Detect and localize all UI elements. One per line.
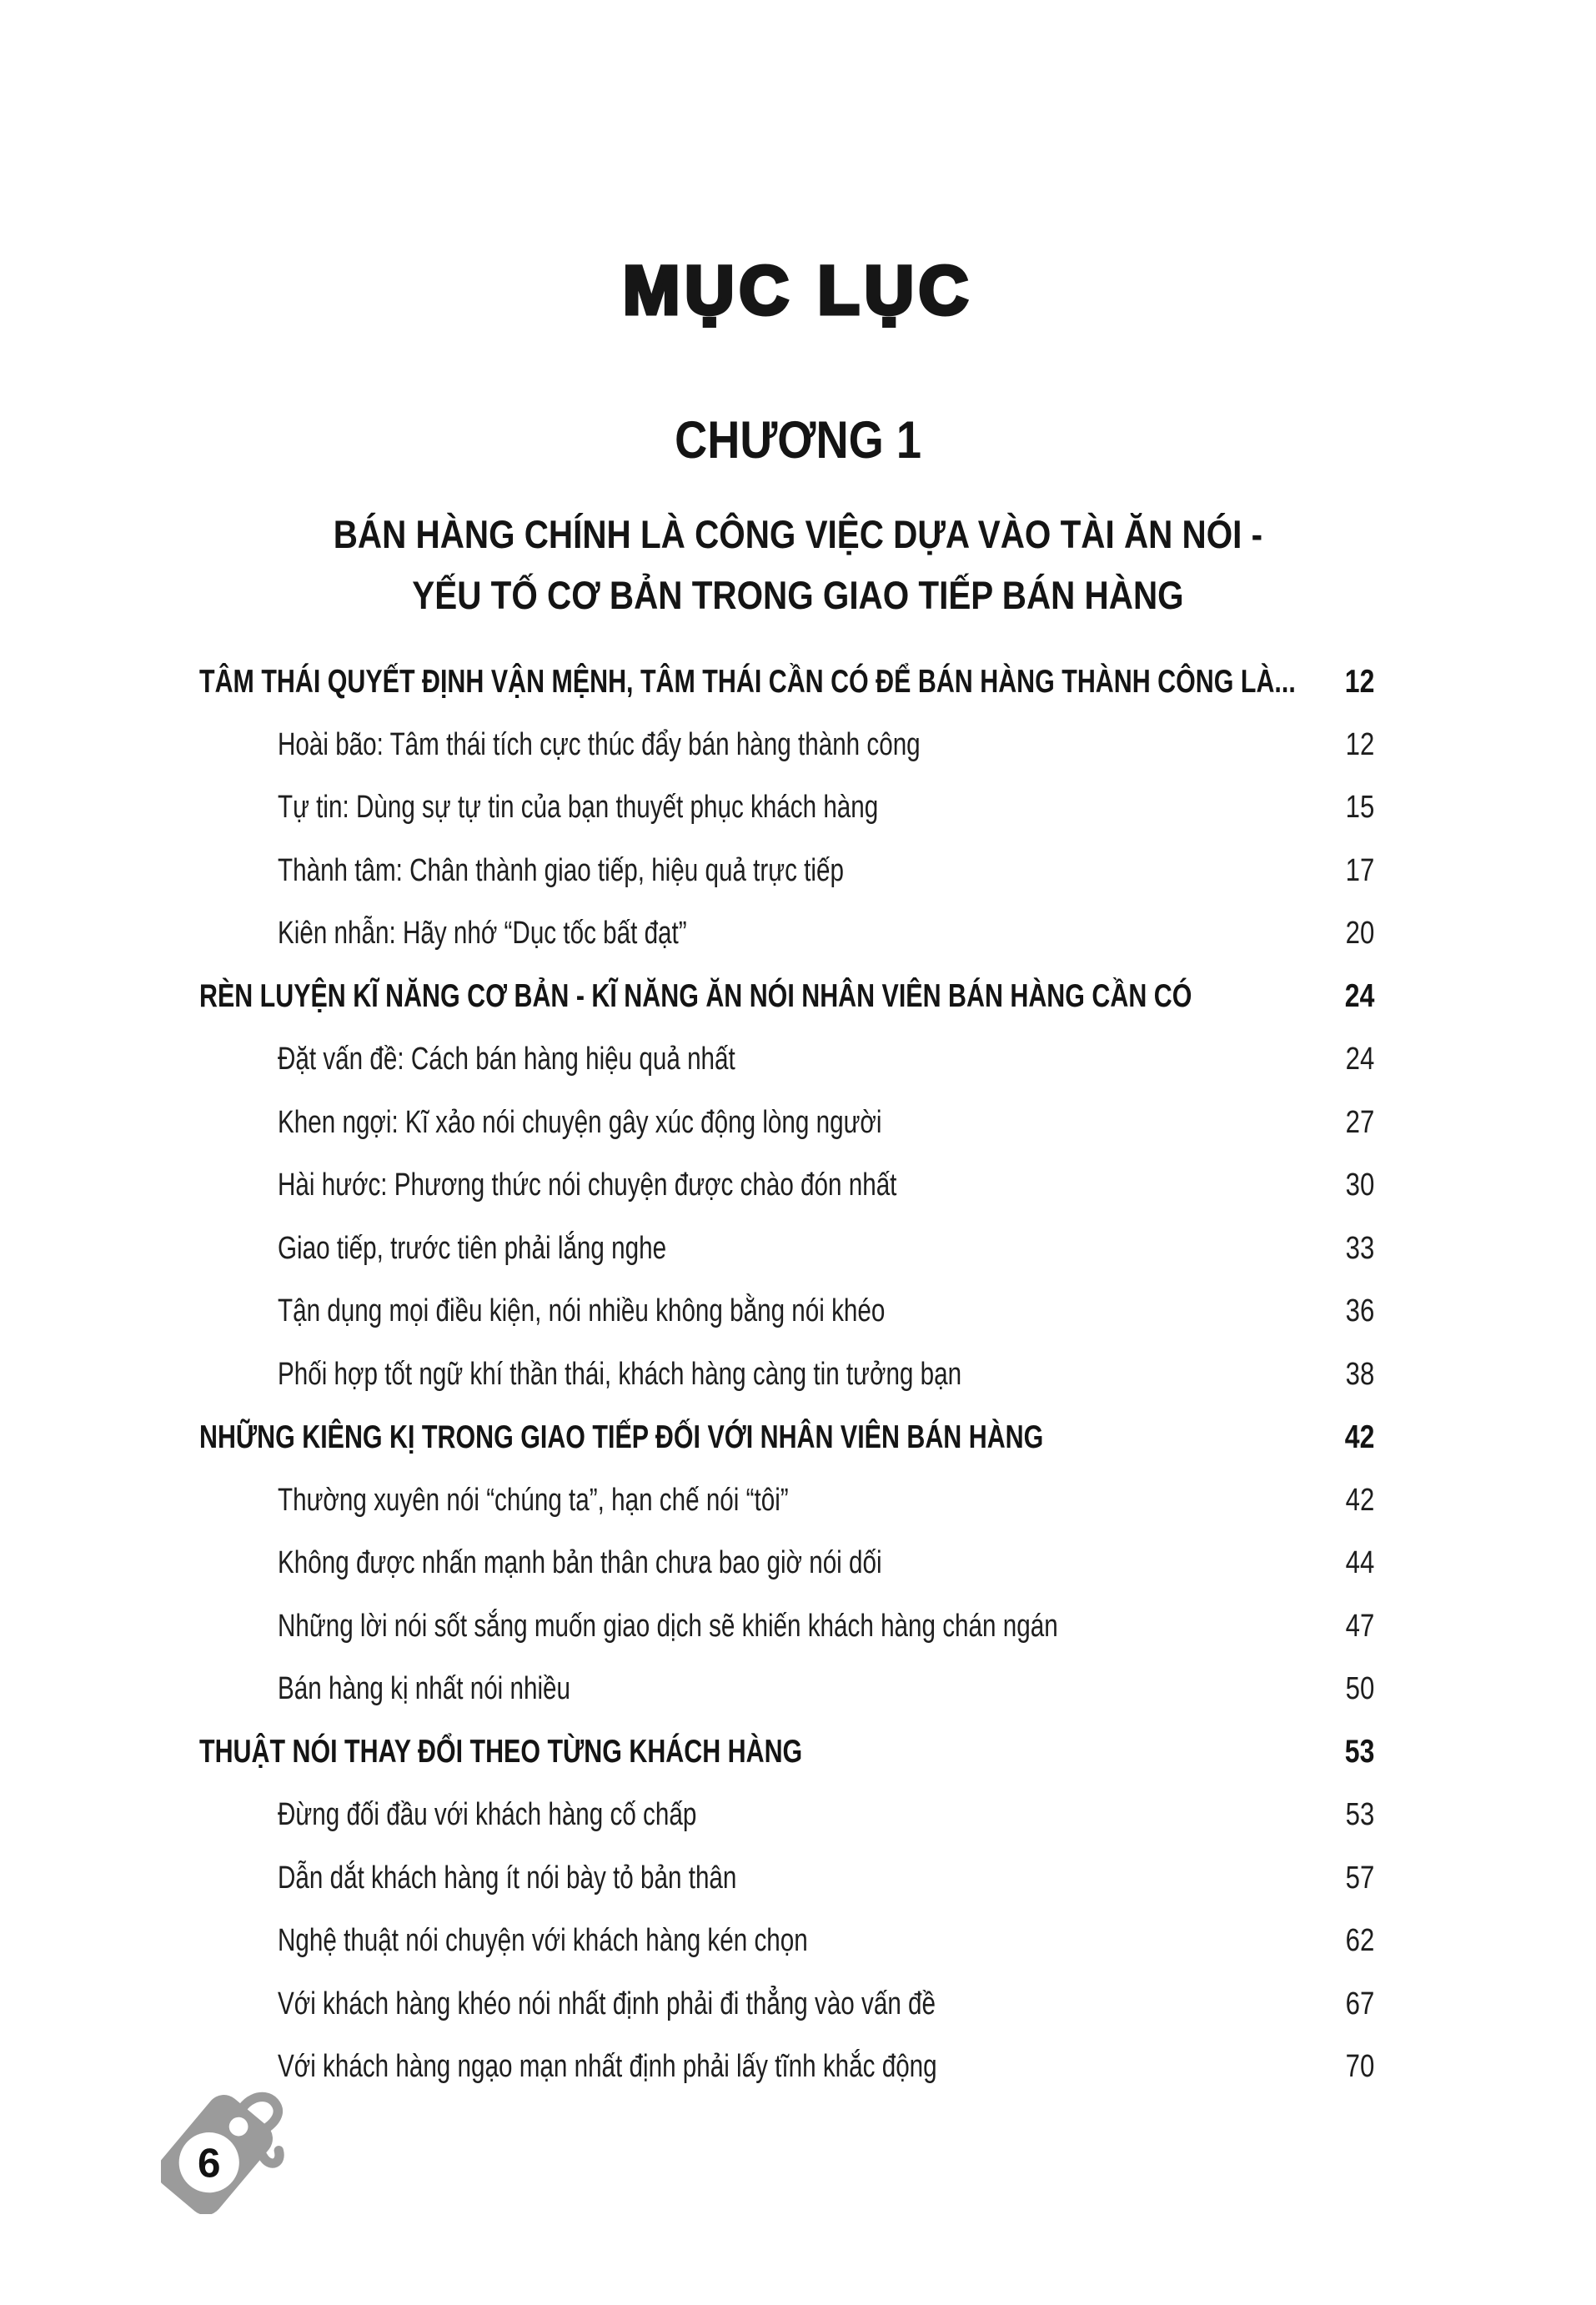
chapter-heading-text: CHƯƠNG 1 xyxy=(675,411,921,470)
toc-entry-page: 12 xyxy=(1344,663,1374,700)
toc-entry-page: 42 xyxy=(1345,1482,1374,1518)
toc-entry xyxy=(199,902,1374,966)
toc-entry-page: 24 xyxy=(1345,1042,1374,1077)
toc-entry-title: THUẬT NÓI THAY ĐỔI THEO TỪNG KHÁCH HÀNG xyxy=(199,1734,803,1770)
toc-entry-page: 62 xyxy=(1345,1923,1374,1959)
toc-entry-title: Những lời nói sốt sắng muốn giao dịch sẽ khiến khách hàng chán ngán xyxy=(278,1608,1058,1644)
chapter-heading xyxy=(0,410,1596,470)
toc-entry-page: 33 xyxy=(1345,1230,1374,1266)
toc-entry-title: Hài hước: Phương thức nói chuyện được chào đón nhất xyxy=(278,1168,897,1203)
toc-entry xyxy=(199,966,1374,1029)
toc-entry-page: 70 xyxy=(1345,2049,1374,2085)
toc-entry-title: Hoài bão: Tâm thái tích cực thúc đẩy bán hàng thành công xyxy=(278,726,921,762)
toc-entry-page: 12 xyxy=(1345,726,1374,762)
toc-entry-page: 24 xyxy=(1344,978,1374,1015)
toc-entry-title: Dẫn dắt khách hàng ít nói bày tỏ bản thân xyxy=(278,1860,737,1896)
toc-entry xyxy=(199,1280,1374,1343)
toc-entry xyxy=(199,650,1374,714)
toc-entry-title: Thường xuyên nói “chúng ta”, hạn chế nói “tôi” xyxy=(278,1482,789,1518)
chapter-subtitle-line2: YẾU TỐ CƠ BẢN TRONG GIAO TIẾP BÁN HÀNG xyxy=(412,573,1184,617)
toc-entry xyxy=(199,840,1374,903)
toc-page-title: MỤC LỤC xyxy=(622,253,974,329)
toc-entry-page: 42 xyxy=(1344,1419,1374,1455)
toc-entry xyxy=(199,1469,1374,1533)
toc-entry xyxy=(199,1784,1374,1847)
toc-entry xyxy=(199,1028,1374,1092)
toc-entry xyxy=(199,2036,1374,2099)
toc-entry-page: 20 xyxy=(1345,916,1374,952)
toc-entry-title: Bán hàng kị nhất nói nhiều xyxy=(278,1671,571,1707)
toc-entry xyxy=(199,1847,1374,1911)
toc-entry-page: 30 xyxy=(1345,1168,1374,1203)
toc-entry-title: Phối hợp tốt ngữ khí thần thái, khách hàng càng tin tưởng bạn xyxy=(278,1356,962,1392)
toc-entry xyxy=(199,776,1374,840)
page-number: 6 xyxy=(197,2140,221,2187)
toc-entry-page: 53 xyxy=(1344,1734,1374,1770)
toc-entry xyxy=(199,1973,1374,2036)
toc-entry-page: 67 xyxy=(1345,1986,1374,2021)
toc-entry xyxy=(199,714,1374,777)
toc-entry xyxy=(199,1532,1374,1595)
toc-entry-title: Đừng đối đầu với khách hàng cố chấp xyxy=(278,1797,697,1833)
toc-entry-title: Tận dụng mọi điều kiện, nói nhiều không bằng nói khéo xyxy=(278,1293,886,1329)
chapter-subtitle-line1: BÁN HÀNG CHÍNH LÀ CÔNG VIỆC DỰA VÀO TÀI ĂN NÓI - xyxy=(333,512,1263,556)
toc-entry-title: Đặt vấn đề: Cách bán hàng hiệu quả nhất xyxy=(278,1042,735,1077)
toc-entry-page: 15 xyxy=(1345,790,1374,826)
toc-entry xyxy=(199,1721,1374,1785)
toc-entry-page: 17 xyxy=(1345,852,1374,888)
toc-entry-title: Thành tâm: Chân thành giao tiếp, hiệu quả trực tiếp xyxy=(278,852,844,888)
toc-entry xyxy=(199,1092,1374,1155)
toc-entry xyxy=(199,1595,1374,1659)
toc-entry-page: 44 xyxy=(1345,1545,1374,1581)
price-tag-icon xyxy=(161,2077,299,2214)
toc-entry xyxy=(199,1154,1374,1218)
toc-entry-page: 36 xyxy=(1345,1293,1374,1329)
toc-entry-title: Giao tiếp, trước tiên phải lắng nghe xyxy=(278,1230,667,1266)
table-of-contents xyxy=(199,650,1374,2099)
toc-entry xyxy=(199,1343,1374,1407)
toc-entry-title: RÈN LUYỆN KĨ NĂNG CƠ BẢN - KĨ NĂNG ĂN NÓI NHÂN VIÊN BÁN HÀNG CẦN CÓ xyxy=(199,978,1192,1015)
toc-entry-page: 47 xyxy=(1345,1608,1374,1644)
toc-entry xyxy=(199,1406,1374,1469)
toc-entry-title: TÂM THÁI QUYẾT ĐỊNH VẬN MỆNH, TÂM THÁI CẦN CÓ ĐỂ BÁN HÀNG THÀNH CÔNG LÀ... xyxy=(199,663,1296,700)
toc-entry-title: Khen ngợi: Kĩ xảo nói chuyện gây xúc động lòng người xyxy=(278,1104,882,1140)
toc-entry-title: NHỮNG KIÊNG KỊ TRONG GIAO TIẾP ĐỐI VỚI NHÂN VIÊN BÁN HÀNG xyxy=(199,1419,1044,1455)
toc-entry-title: Với khách hàng khéo nói nhất định phải đi thẳng vào vấn đề xyxy=(278,1986,936,2021)
toc-entry-page: 50 xyxy=(1345,1671,1374,1707)
chapter-subtitle xyxy=(0,504,1596,625)
toc-entry-title: Với khách hàng ngạo mạn nhất định phải lấy tĩnh khắc động xyxy=(278,2049,937,2085)
page-number-tag-icon xyxy=(161,2077,299,2214)
toc-entry xyxy=(199,1218,1374,1281)
toc-entry xyxy=(199,1658,1374,1721)
toc-entry-page: 53 xyxy=(1345,1797,1374,1833)
toc-entry-page: 38 xyxy=(1345,1356,1374,1392)
toc-entry-page: 27 xyxy=(1345,1104,1374,1140)
toc-entry-title: Không được nhấn mạnh bản thân chưa bao giờ nói dối xyxy=(278,1545,882,1581)
toc-entry-page: 57 xyxy=(1345,1860,1374,1896)
toc-entry-title: Kiên nhẫn: Hãy nhớ “Dục tốc bất đạt” xyxy=(278,916,687,952)
toc-entry-title: Nghệ thuật nói chuyện với khách hàng kén chọn xyxy=(278,1923,808,1959)
toc-entry xyxy=(199,1910,1374,1973)
toc-entry-title: Tự tin: Dùng sự tự tin của bạn thuyết phục khách hàng xyxy=(278,790,879,826)
